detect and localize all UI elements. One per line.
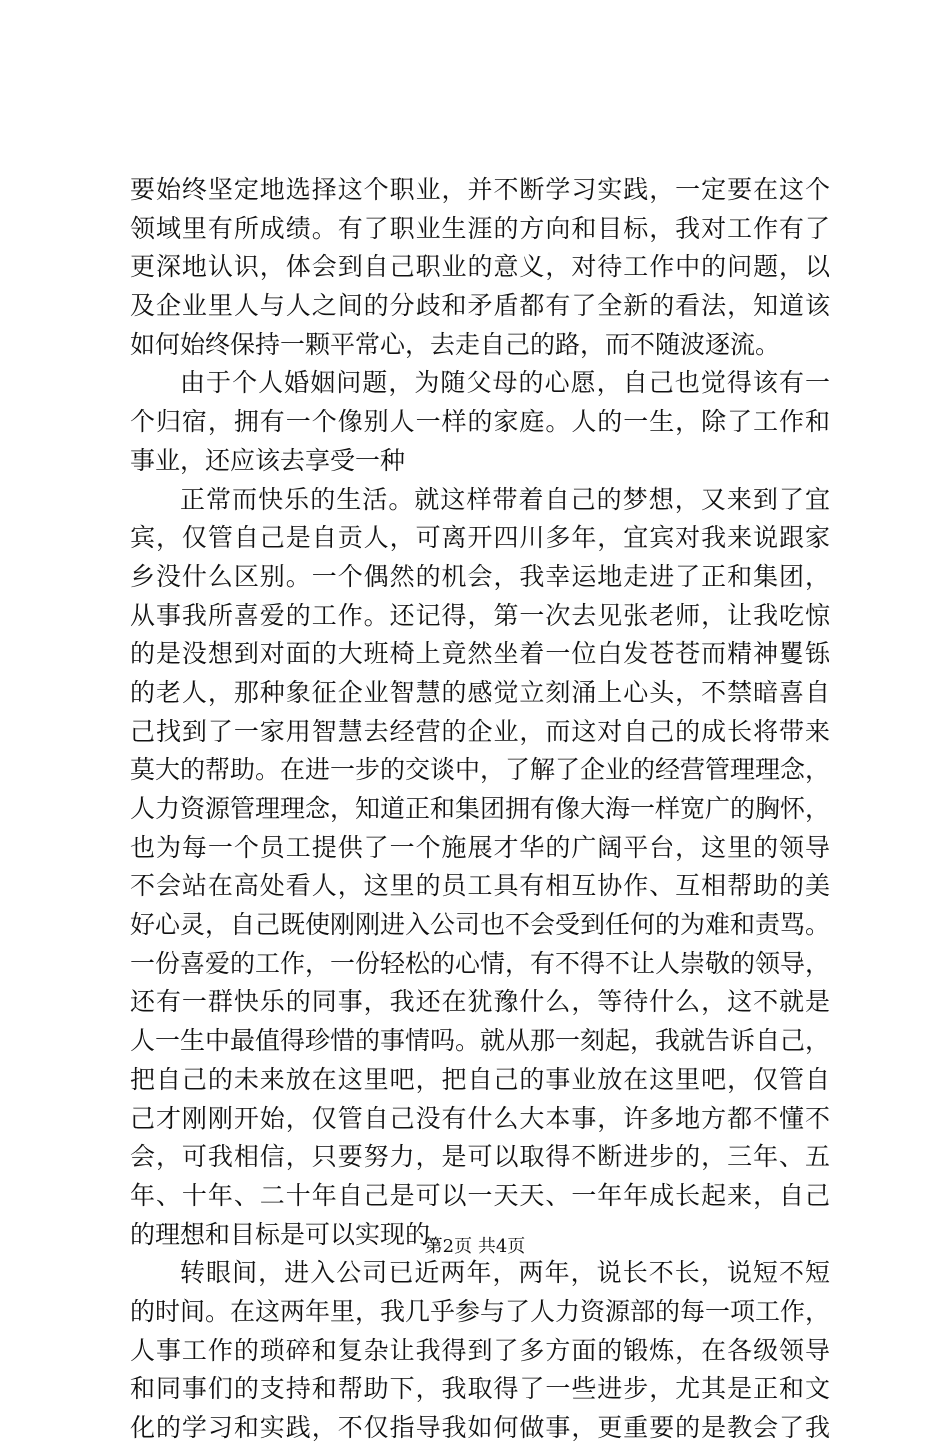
text-line: 转眼间，进入公司已近两年，两年，说长不长，说短不短 <box>180 1258 830 1288</box>
text-line: 的是没想到对面的大班椅上竟然坐着一位白发苍苍而精神矍铄 <box>130 639 830 669</box>
text-line: 己才刚刚开始，仅管自己没有什么大本事，许多地方都不懂不 <box>130 1103 830 1133</box>
text-line: 人力资源管理理念，知道正和集团拥有像大海一样宽广的胸怀， <box>130 794 831 823</box>
text-line: 人一生中最值得珍惜的事情吗。就从那一刻起，我就告诉自己， <box>130 1026 831 1056</box>
text-line: 也为每一个员工提供了一个施展才华的广阔平台，这里的领导 <box>130 832 830 862</box>
text-line: 己找到了一家用智慧去经营的企业，而这对自己的成长将带来 <box>130 716 830 746</box>
text-line: 年、十年、二十年自己是可以一天天、一年年成长起来，自己 <box>130 1180 830 1210</box>
text-line: 的时间。在这两年里，我几乎参与了人力资源部的每一项工作， <box>130 1296 831 1326</box>
text-line: 人事工作的琐碎和复杂让我得到了多方面的锻炼，在各级领导 <box>130 1335 830 1365</box>
text-line: 还有一群快乐的同事，我还在犹豫什么，等待什么，这不就是 <box>130 987 830 1017</box>
text-line: 的老人，那种象征企业智慧的感觉立刻涌上心头，不禁暗喜自 <box>130 677 830 707</box>
text-line: 由于个人婚姻问题，为随父母的心愿，自己也觉得该有一 <box>180 368 830 398</box>
text-line: 从事我所喜爱的工作。还记得，第一次去见张老师，让我吃惊 <box>130 600 830 630</box>
text-line: 个归宿，拥有一个像别人一样的家庭。人的一生，除了工作和 <box>130 407 830 437</box>
page-footer: 第2页 共4页 <box>424 1236 526 1257</box>
text-line: 一份喜爱的工作，一份轻松的心情，有不得不让人崇敬的领导， <box>130 948 831 978</box>
text-line: 不会站在高处看人，这里的员工具有相互协作、互相帮助的美 <box>130 871 830 901</box>
text-line: 好心灵，自己既使刚刚进入公司也不会受到任何的为难和责骂。 <box>130 910 831 940</box>
text-line: 领域里有所成绩。有了职业生涯的方向和目标，我对工作有了 <box>130 213 830 243</box>
text-line: 正常而快乐的生活。就这样带着自己的梦想，又来到了宜 <box>180 484 830 514</box>
text-line: 及企业里人与人之间的分歧和矛盾都有了全新的看法，知道该 <box>130 291 830 321</box>
text-line: 宾，仅管自己是自贡人，可离开四川多年，宜宾对我来说跟家 <box>130 523 830 553</box>
text-line: 如何始终保持一颗平常心，去走自己的路，而不随波逐流。 <box>130 329 781 359</box>
text-line: 更深地认识，体会到自己职业的意义，对待工作中的问题，以 <box>130 252 830 282</box>
text-line: 莫大的帮助。在进一步的交谈中，了解了企业的经营管理理念， <box>130 755 831 785</box>
text-line: 会，可我相信，只要努力，是可以取得不断进步的，三年、五 <box>130 1142 830 1172</box>
text-line: 把自己的未来放在这里吧，把自己的事业放在这里吧，仅管自 <box>130 1064 830 1094</box>
text-line: 和同事们的支持和帮助下，我取得了一些进步，尤其是正和文 <box>130 1374 830 1404</box>
text-line: 化的学习和实践，不仅指导我如何做事，更重要的是教会了我 <box>130 1413 830 1442</box>
text-line: 的理想和目标是可以实现的。 <box>130 1219 456 1249</box>
text-line: 乡没什么区别。一个偶然的机会，我幸运地走进了正和集团， <box>130 561 830 591</box>
text-line: 事业，还应该去享受一种 <box>130 445 406 475</box>
text-line: 要始终坚定地选择这个职业，并不断学习实践，一定要在这个 <box>130 175 830 204</box>
